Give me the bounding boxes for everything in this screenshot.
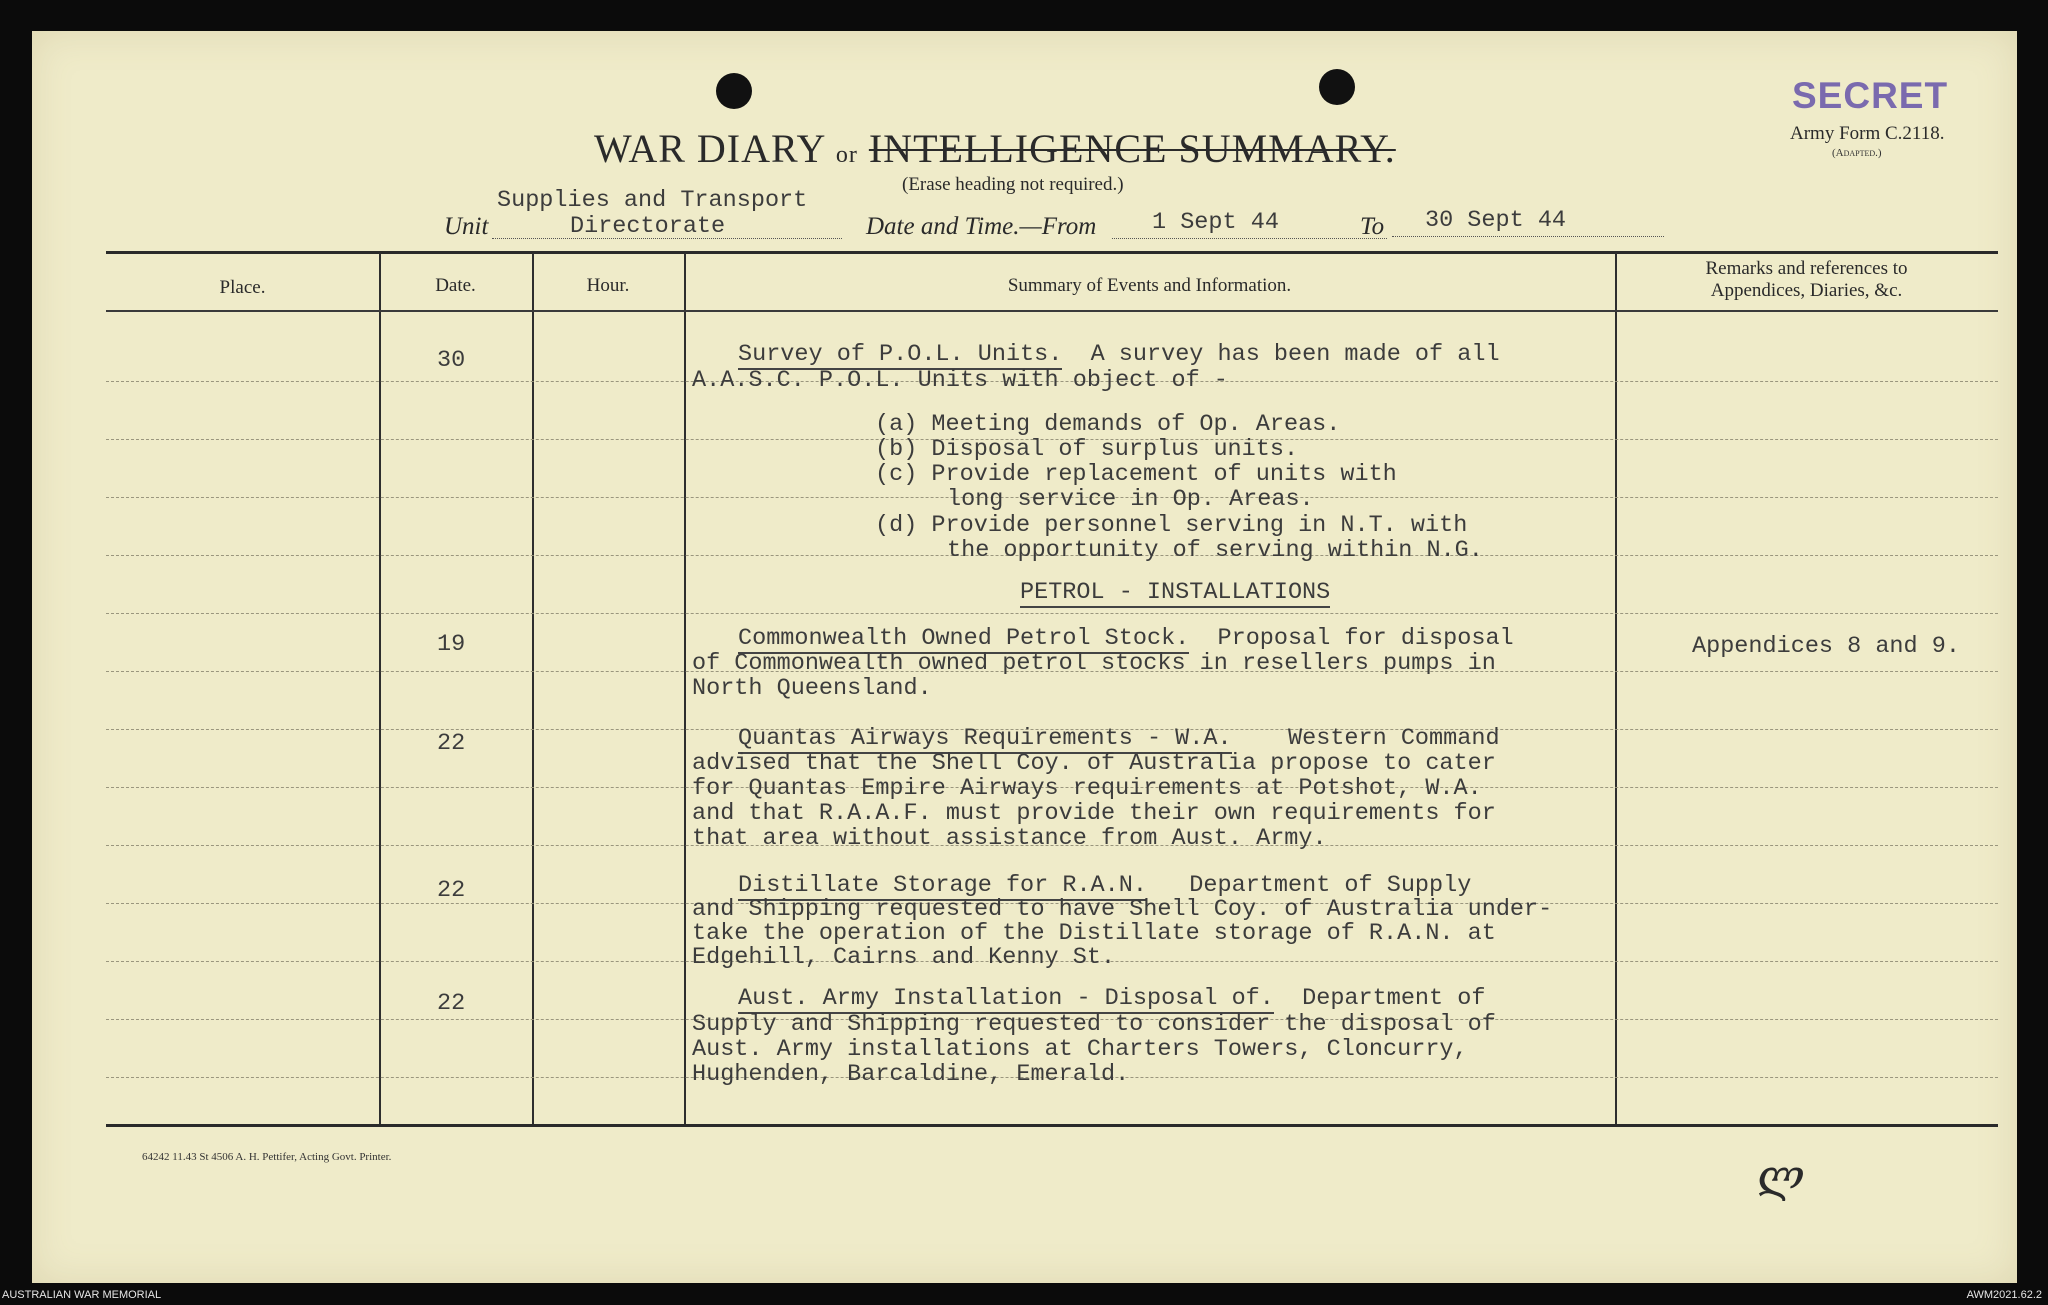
col-divider-hour — [684, 253, 686, 1124]
col-header-place: Place. — [219, 277, 266, 298]
entry-text: advised that the Shell Coy. of Australia propose to cater — [692, 750, 1496, 777]
unit-line1: Supplies and Transport — [497, 187, 808, 214]
entry-text: Department of Supply — [1189, 872, 1472, 899]
unit-label: Unit — [444, 213, 489, 240]
col-divider-summary — [1615, 253, 1617, 1124]
to-date: 30 Sept 44 — [1425, 207, 1567, 234]
handwritten-mark: ლ — [1757, 1151, 1805, 1202]
entry-text: that area without assistance from Aust. Army. — [692, 825, 1327, 852]
entry-remark: Appendices 8 and 9. — [1692, 633, 1960, 660]
unit-line2: Directorate — [570, 213, 726, 240]
punch-hole-right — [1319, 69, 1355, 105]
entry-list-item: (c) Provide replacement of units with — [875, 461, 1397, 488]
entry-heading: Distillate Storage for R.A.N. — [738, 872, 1147, 899]
archive-footer — [0, 1287, 2048, 1305]
entry-text: Western Command — [1288, 725, 1500, 752]
entry-text: A survey has been made of all — [1090, 341, 1500, 368]
entry-heading-line — [738, 985, 1485, 1012]
erase-note: (Erase heading not required.) — [902, 174, 1124, 195]
entry-text: of Commonwealth owned petrol stocks in resellers pumps in — [692, 650, 1496, 677]
diary-page — [32, 31, 2017, 1283]
entry-heading-line — [738, 625, 1514, 652]
entry-heading-line — [738, 341, 1500, 368]
entry-heading-line — [738, 725, 1500, 752]
archive-name: AUSTRALIAN WAR MEMORIAL — [2, 1289, 162, 1301]
army-form-label: Army Form C.2118. — [1790, 123, 1945, 144]
punch-hole-left — [716, 73, 752, 109]
entry-list-item: (b) Disposal of surplus units. — [875, 436, 1299, 463]
page-title — [594, 125, 1396, 172]
col-divider-date — [532, 253, 534, 1124]
entry-date: 22 — [437, 877, 466, 904]
entry-date: 19 — [437, 631, 466, 658]
to-underline — [1392, 236, 1664, 237]
entry-text: Department of — [1302, 985, 1486, 1012]
title-or: or — [835, 142, 858, 168]
printer-imprint: 64242 11.43 St 4506 A. H. Pettifer, Acting Govt. Printer. — [142, 1151, 392, 1163]
col-header-summary: Summary of Events and Information. — [1007, 275, 1292, 296]
entry-text: take the operation of the Distillate storage of R.A.N. at — [692, 920, 1496, 947]
title-war-diary: WAR DIARY — [594, 126, 825, 171]
col-header-remarks-1: Remarks and references to — [1705, 258, 1908, 279]
col-header-remarks-2: Appendices, Diaries, &c. — [1710, 280, 1903, 301]
secret-stamp: SECRET — [1792, 75, 1949, 116]
date-time-label: Date and Time.—From — [866, 213, 1097, 240]
col-header-hour: Hour. — [586, 275, 630, 296]
section-heading-text: PETROL - INSTALLATIONS — [1020, 579, 1331, 606]
entry-text: Hughenden, Barcaldine, Emerald. — [692, 1061, 1130, 1088]
entry-list-item-cont: the opportunity of serving within N.G. — [947, 537, 1483, 564]
to-label: To — [1360, 213, 1385, 240]
title-struck: INTELLIGENCE SUMMARY. — [868, 126, 1396, 171]
entry-text: Edgehill, Cairns and Kenny St. — [692, 944, 1116, 971]
table-top-rule — [106, 251, 1998, 254]
col-header-date: Date. — [435, 275, 476, 296]
entry-text: Supply and Shipping requested to consider the disposal of — [692, 1011, 1496, 1038]
from-date: 1 Sept 44 — [1152, 209, 1279, 236]
entry-date: 30 — [437, 347, 466, 374]
archive-reference: AWM2021.62.2 — [1966, 1289, 2042, 1301]
entry-heading: Commonwealth Owned Petrol Stock. — [738, 625, 1190, 652]
col-divider-place — [379, 253, 381, 1124]
ruled-line — [106, 613, 1998, 614]
form-adapted: (Adapted.) — [1832, 147, 1882, 159]
section-heading — [1020, 579, 1330, 606]
entry-list-item: (d) Provide personnel serving in N.T. with — [875, 512, 1468, 539]
entry-list-item: (a) Meeting demands of Op. Areas. — [875, 411, 1341, 438]
entry-heading: Quantas Airways Requirements - W.A. — [738, 725, 1232, 752]
entry-text: North Queensland. — [692, 675, 932, 702]
entry-heading: Aust. Army Installation - Disposal of. — [738, 985, 1274, 1012]
entry-text: for Quantas Empire Airways requirements at Potshot, W.A. — [692, 775, 1482, 802]
entry-text: A.A.S.C. P.O.L. Units with object of - — [692, 367, 1228, 394]
table-bottom-rule — [106, 1124, 1998, 1127]
entry-text: Proposal for disposal — [1217, 625, 1514, 652]
entry-text: and that R.A.A.F. must provide their own requirements for — [692, 800, 1496, 827]
entry-text: Aust. Army installations at Charters Towers, Cloncurry, — [692, 1036, 1468, 1063]
entry-text: and Shipping requested to have Shell Coy. of Australia under- — [692, 896, 1553, 923]
header-row-rule — [106, 310, 1998, 312]
entry-date: 22 — [437, 990, 466, 1017]
entry-heading: Survey of P.O.L. Units. — [738, 341, 1063, 368]
entry-date: 22 — [437, 730, 466, 757]
entry-heading-line — [738, 872, 1471, 899]
entry-list-item-cont: long service in Op. Areas. — [947, 486, 1314, 513]
from-underline — [1112, 238, 1387, 239]
